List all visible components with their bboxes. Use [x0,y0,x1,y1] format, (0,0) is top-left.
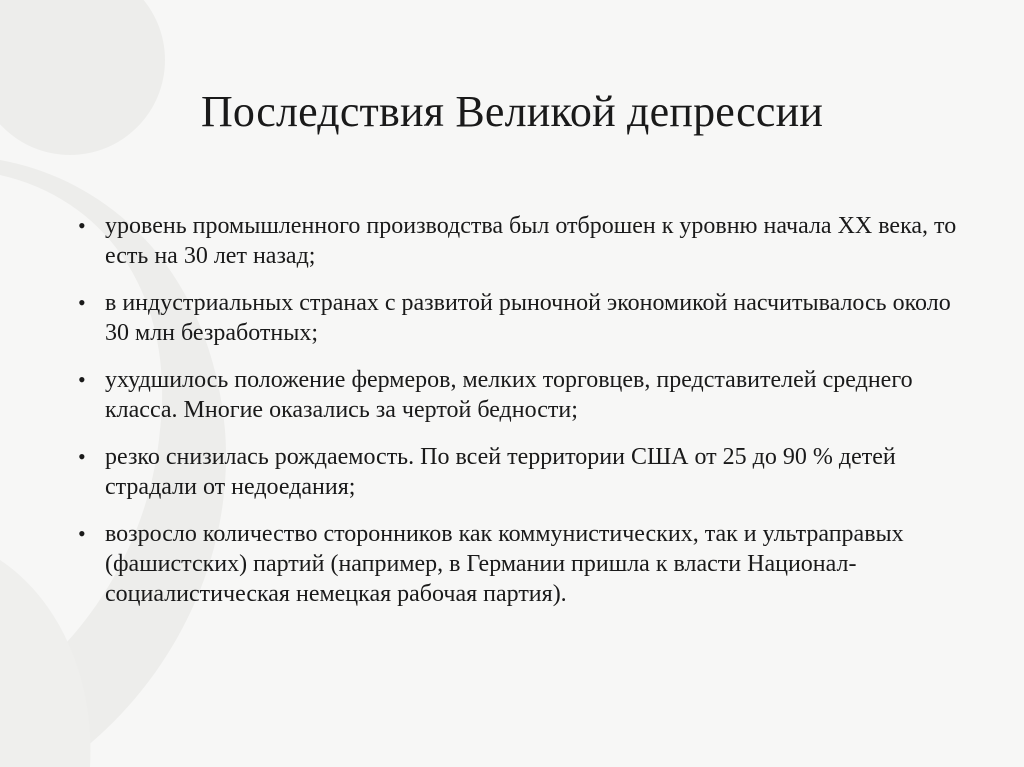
bullet-item [78,288,958,348]
bullet-marker: • [78,290,86,315]
bullet-item [78,211,958,271]
bullet-item [78,519,958,609]
slide-title: Последствия Великой депрессии [200,87,824,136]
bullet-marker: • [78,213,86,238]
bullet-marker: • [78,444,86,469]
bullet-marker: • [78,521,86,546]
bullet-list [78,211,958,626]
bullet-text: в индустриальных странах с развитой рыночной экономикой насчитывалось около 30 млн безработных; [105,290,951,346]
bullet-text: возросло количество сторонников как коммунистических, так и ультраправых (фашистских) партий (например, в Германии пришла к власти Национал-социалистическая немецкая рабочая партия). [105,521,904,607]
bullet-text: ухудшилось положение фермеров, мелких торговцев, представителей среднего класса. Многие оказались за чертой бедности; [105,367,913,423]
bullet-marker: • [78,367,86,392]
bullet-text: резко снизилась рождаемость. По всей территории США от 25 до 90 % детей страдали от недоедания; [105,444,896,500]
bullet-item [78,442,958,502]
bullet-item [78,365,958,425]
bullet-text: уровень промышленного производства был отброшен к уровню начала XX века, то есть на 30 лет назад; [105,213,957,269]
